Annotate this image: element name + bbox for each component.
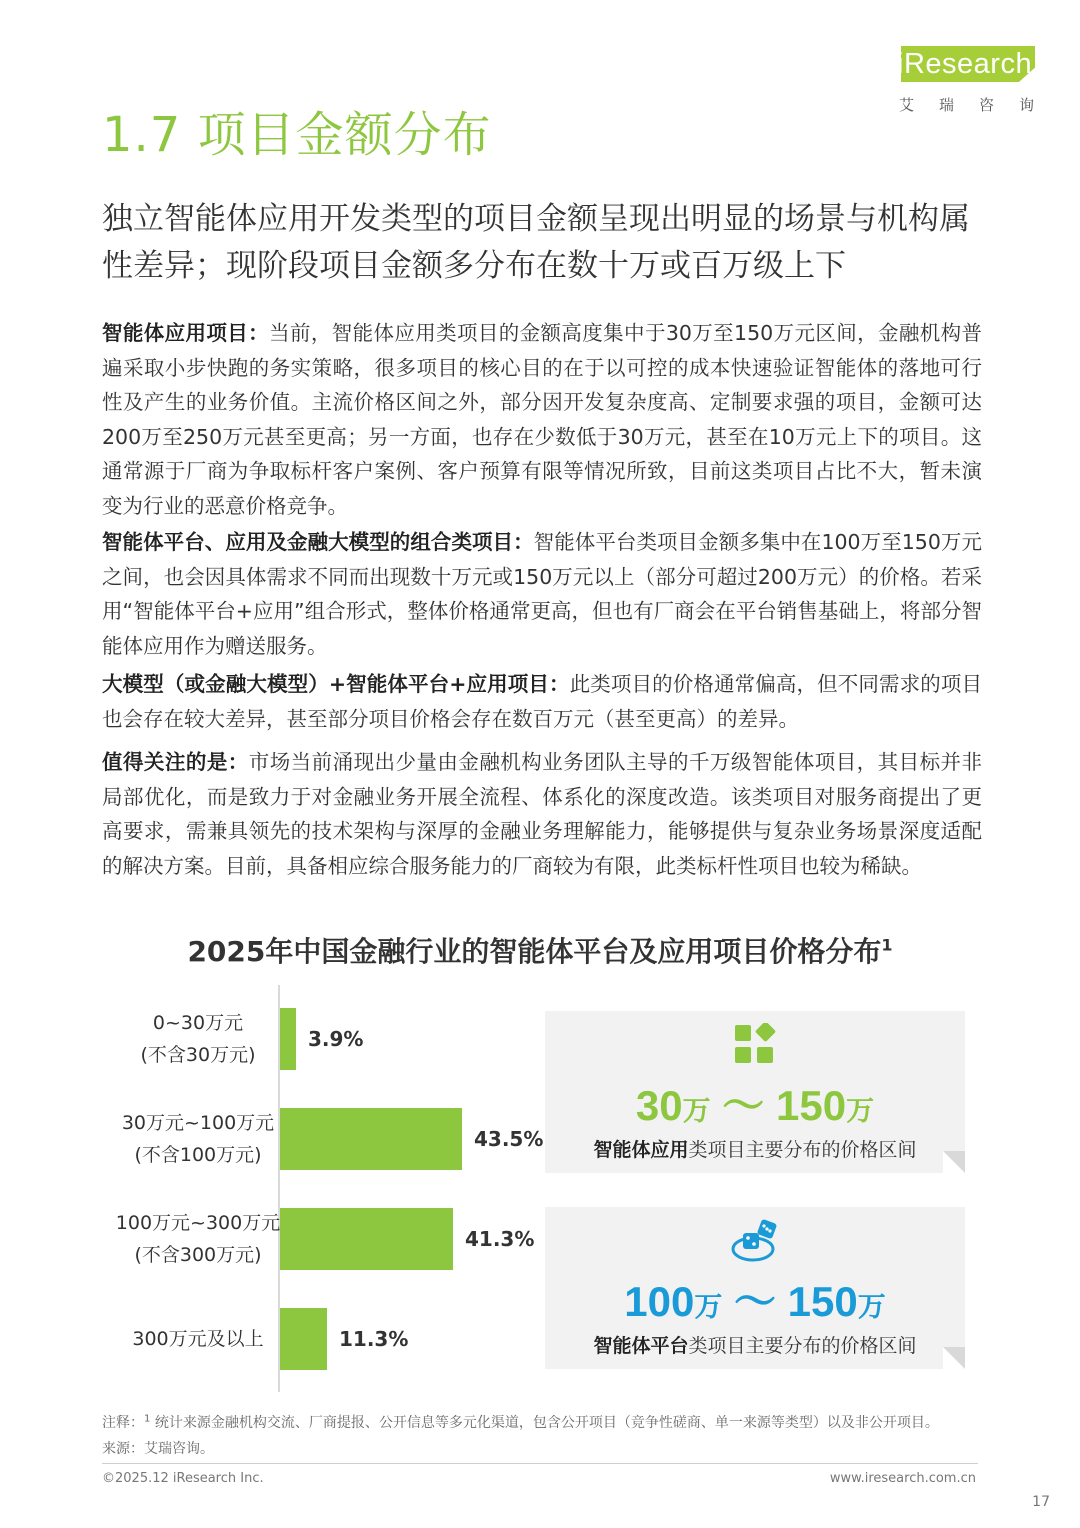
price-card-platform	[545, 1207, 965, 1369]
iresearch-logo	[893, 42, 1060, 114]
note-label: 注释：	[102, 1415, 144, 1431]
range-from: 30	[635, 1082, 683, 1129]
paragraph-model-projects	[102, 667, 982, 736]
bar-value-label-0: 3.9%	[308, 1027, 364, 1051]
price-range-platform	[545, 1269, 965, 1329]
range-from-unit: 万	[694, 1291, 723, 1322]
page-title: 1.7 项目金额分布	[102, 107, 492, 163]
paragraph-text: 此类项目的价格通常偏高，但不同需求的项目也会存在较大差异，甚至部分项目价格会存在数百万元（甚至更高）的差异。	[102, 672, 982, 731]
range-to-unit: 万	[846, 1095, 875, 1126]
bar-value-label-2: 41.3%	[465, 1227, 535, 1251]
range-from: 100	[624, 1278, 695, 1325]
range-to-unit: 万	[857, 1291, 886, 1322]
bar-value-label-3: 11.3%	[339, 1327, 409, 1351]
logo-chinese-name: 艾瑞咨询	[899, 96, 1060, 114]
range-to: 150	[775, 1082, 847, 1129]
apps-grid-icon	[733, 1023, 777, 1067]
bar-value-label-1: 43.5%	[474, 1127, 544, 1151]
range-from-unit: 万	[682, 1095, 711, 1126]
bar-2	[280, 1208, 453, 1270]
desc-bold: 智能体应用	[593, 1139, 689, 1161]
paragraph-text: 市场当前涌现出少量由金融机构业务团队主导的千万级智能体项目，其目标并非局部优化，而是致力于对金融业务开展全流程、体系化的深度改造。该类项目对服务商提出了更高要求，需兼具领先的技术架构与深厚的金融业务理解能力，能够提供与复杂业务场景深度适配的解决方案。目前，具备相应综合服务能力的厂商较为有限，此类标杆性项目也较为稀缺。	[102, 750, 983, 878]
chart-title	[0, 930, 1080, 970]
desc-rest: 类项目主要分布的价格区间	[688, 1335, 917, 1357]
logo-brand-rest: Research	[903, 48, 1033, 80]
chart-title-footnote-mark: 1	[881, 935, 893, 955]
desc-bold: 智能体平台	[593, 1335, 689, 1357]
category-label-line: 300万元及以上	[132, 1328, 264, 1350]
logo-brand-i: i	[897, 48, 904, 80]
page-curl-corner	[943, 1347, 965, 1369]
paragraph-text: 当前，智能体应用类项目的金额高度集中于30万至150万元区间，金融机构普遍采取小步快跑的务实策略，很多项目的核心目的在于以可控的成本快速验证智能体的落地可行性及产生的业务价值。主流价格区间之外，部分因开发复杂度高、定制要求强的项目，金额可达200万至250万元甚至更高；另一方面，也存在少数低于30万元，甚至在10万元上下的项目。这通常源于厂商为争取标杆客户案例、客户预算有限等情况所致，目前这类项目占比不大，暂未演变为行业的恶意价格竞争。	[102, 321, 982, 518]
price-card-app	[545, 1011, 965, 1173]
paragraph-lead: 智能体平台、应用及金融大模型的组合类项目：	[102, 530, 534, 554]
platform-dice-icon	[731, 1219, 781, 1263]
paragraph-lead: 智能体应用项目：	[102, 321, 270, 345]
paragraph-platform-projects	[102, 525, 982, 663]
footer-divider	[102, 1463, 978, 1464]
range-separator: ～	[710, 1082, 776, 1129]
footer-url: www.iresearch.com.cn	[829, 1471, 976, 1486]
paragraph-notable	[102, 745, 982, 883]
footer-copyright: ©2025.12 iResearch Inc.	[102, 1471, 264, 1486]
chart-title-text: 2025年中国金融行业的智能体平台及应用项目价格分布	[187, 935, 882, 968]
category-label-line: (不含30万元)	[140, 1044, 256, 1066]
bar-1	[280, 1108, 462, 1170]
category-label-line: (不含300万元)	[134, 1244, 262, 1266]
category-label-0	[100, 1007, 296, 1071]
price-range-app	[545, 1073, 965, 1133]
price-card-description	[545, 1331, 965, 1358]
page-curl-corner	[943, 1151, 965, 1173]
paragraph-lead: 大模型（或金融大模型）+智能体平台+应用项目：	[102, 672, 570, 696]
category-label-line: 100万元~300万元	[115, 1212, 281, 1234]
note-text: 统计来源金融机构交流、厂商提报、公开信息等多元化渠道，包含公开项目（竞争性磋商、单一来源等类型）以及非公开项目。	[154, 1415, 939, 1431]
paragraph-text: 智能体平台类项目金额多集中在100万至150万元之间，也会因具体需求不同而出现数十万元或150万元以上（部分可超过200万元）的价格。若采用“智能体平台+应用”组合形式，整体价格通常更高，但也有厂商会在平台销售基础上，将部分智能体应用作为赠送服务。	[102, 530, 982, 658]
page-subtitle: 独立智能体应用开发类型的项目金额呈现出明显的场景与机构属性差异；现阶段项目金额多分布在数十万或百万级上下	[102, 201, 970, 284]
price-card-description	[545, 1135, 965, 1162]
category-label-line: 0~30万元	[152, 1012, 244, 1034]
page-number: 17	[1032, 1494, 1050, 1510]
note-mark: 1	[144, 1413, 151, 1425]
category-label-line: (不含100万元)	[134, 1144, 262, 1166]
category-label-1	[100, 1107, 296, 1171]
range-to: 150	[787, 1278, 858, 1325]
category-label-2	[100, 1207, 296, 1271]
desc-rest: 类项目主要分布的价格区间	[688, 1139, 917, 1161]
category-label-line: 30万元~100万元	[121, 1112, 275, 1134]
footnote	[102, 1412, 939, 1432]
paragraph-lead: 值得关注的是：	[102, 750, 249, 774]
logo-brand-text	[897, 48, 1032, 81]
range-separator: ～	[722, 1278, 788, 1325]
paragraph-app-projects	[102, 316, 982, 523]
source-note: 来源：艾瑞咨询。	[102, 1441, 214, 1457]
category-label-3	[100, 1323, 296, 1355]
